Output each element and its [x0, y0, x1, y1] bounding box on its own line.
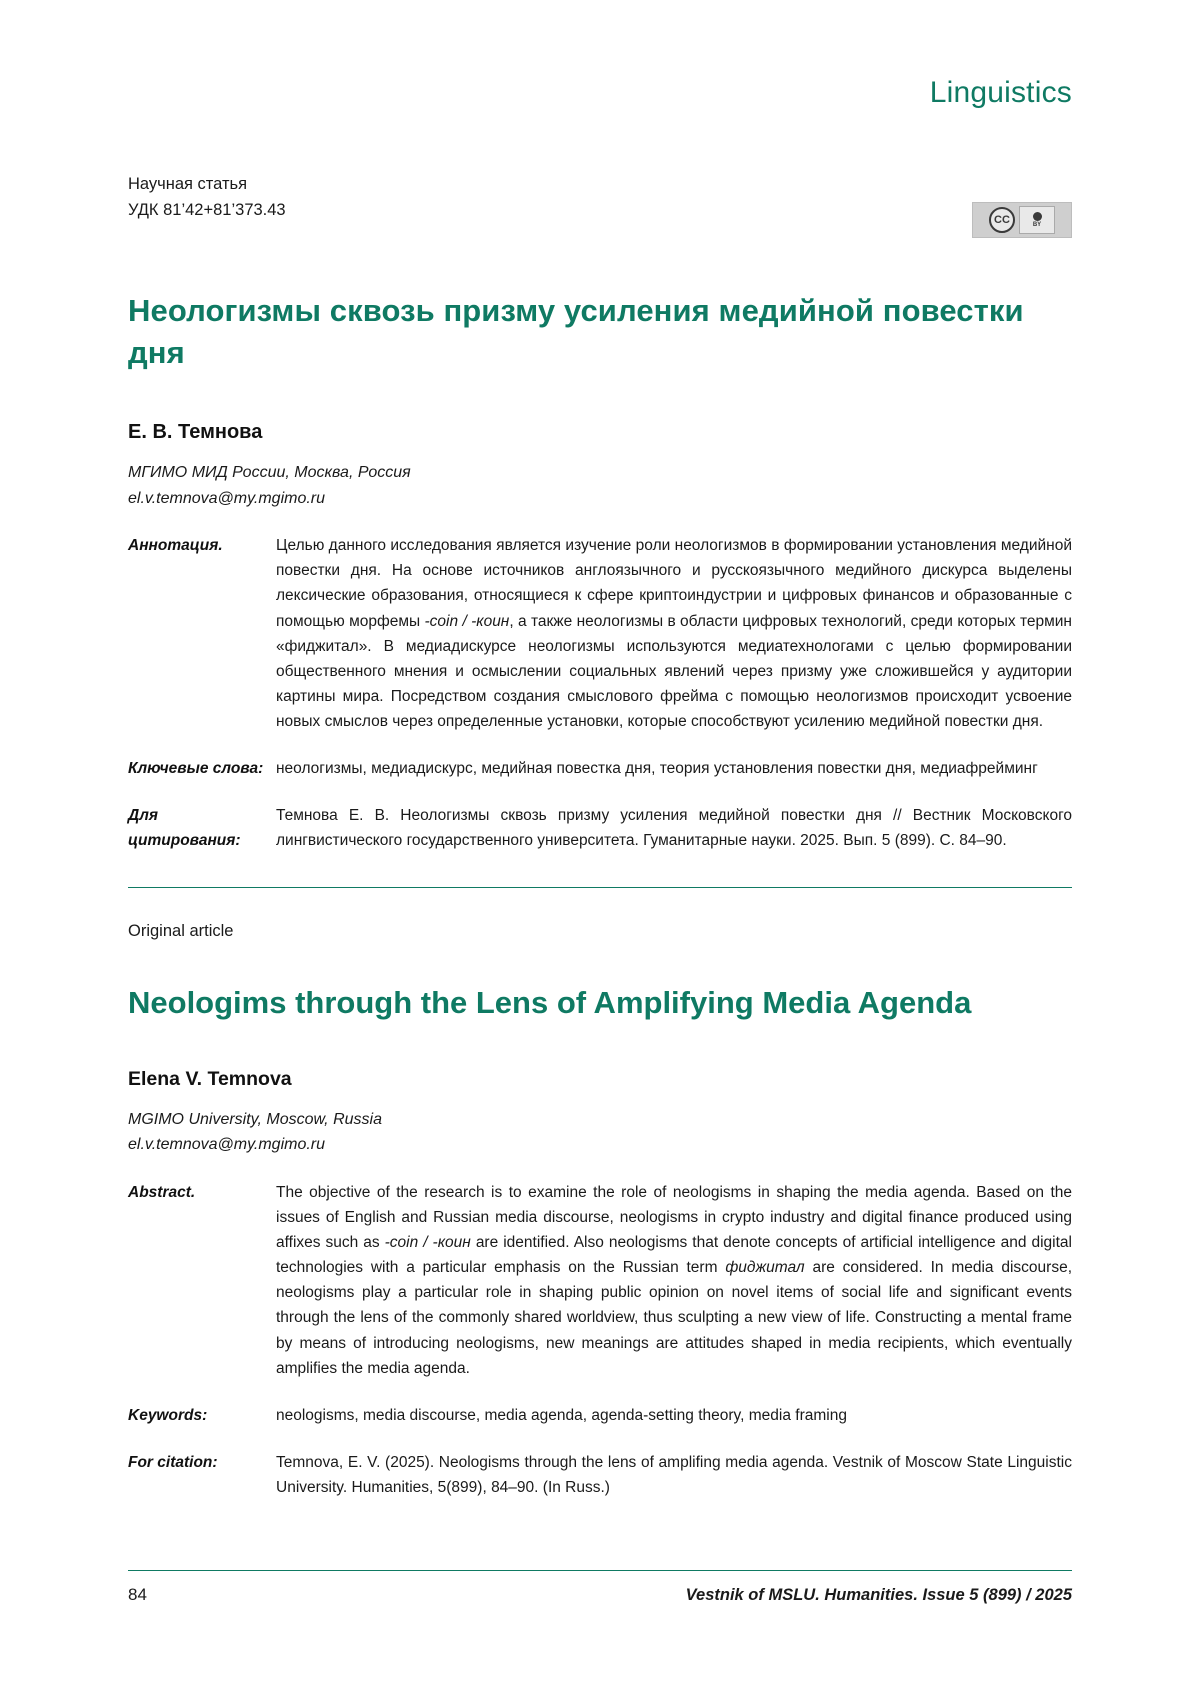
citation-label-ru: Для цитирования:	[128, 807, 241, 850]
creative-commons-by-icon	[972, 202, 1072, 238]
citation-text-en: Temnova, E. V. (2025). Neologisms through the lens of amplifing media agenda. Vestnik of Moscow State Linguistic University. Humanities, 5(899), 84–90. (In Russ.)	[276, 1453, 1072, 1497]
cc-by-label: BY	[1032, 222, 1042, 228]
abstract-row-ru	[128, 533, 1072, 734]
keywords-label-ru: Ключевые слова:	[128, 760, 264, 778]
abstract-en-part1: The objective of the research is to examine the role of neologisms in shaping the media agenda. Based on the issues of English and Russian media discourse, neologisms in crypto industry and digital finance produced using affixes such as	[276, 1183, 1072, 1252]
udc-code: УДК 81’42+81’373.43	[128, 200, 286, 219]
abstract-text-ru	[276, 533, 1072, 734]
abstract-en-part3: are considered. In media discourse, neologisms play a particular role in shaping public opinion on novel items of social life and significant events through the lens of the commonly shared worldview, thus sculpting a new view of life. Constructing a mental frame by means of introducing neologisms, new meanings are attitudes shaped in media recipients, which eventually amplifies the media agenda.	[276, 1259, 1072, 1377]
author-name-ru: Е. В. Темнова	[128, 421, 263, 444]
keywords-row-ru	[128, 756, 1072, 781]
abstract-en-part2: are identified. Also neologisms that denote concepts of artificial intelligence and digital technologies with a particular emphasis on the Russian term	[276, 1234, 1072, 1277]
page-title-en: Neologims through the Lens of Amplifying Media Agenda	[128, 985, 972, 1021]
affiliation-block-ru	[128, 460, 1072, 511]
abstract-row-en	[128, 1180, 1072, 1381]
keywords-row-en	[128, 1403, 1072, 1428]
abstract-en-italic1: -coin / -коин	[384, 1234, 471, 1252]
affiliation-block-en	[128, 1107, 1072, 1158]
abstract-en-italic2: фиджитал	[725, 1259, 805, 1277]
citation-label-en: For citation:	[128, 1453, 218, 1471]
article-meta-block	[128, 172, 1072, 228]
citation-row-en	[128, 1450, 1072, 1500]
affiliation-en: MGIMO University, Moscow, Russia	[128, 1110, 382, 1128]
cc-person-icon	[1033, 212, 1042, 221]
cc-circle-icon: CC	[989, 207, 1015, 233]
author-name-en: Elena V. Temnova	[128, 1067, 292, 1090]
citation-text-ru: Темнова Е. В. Неологизмы сквозь призму усиления медийной повестки дня // Вестник Московского лингвистического государственного университета. Гуманитарные науки. 2025. Вып. 5 (899). С. 84–90.	[276, 807, 1072, 850]
author-email-en: el.v.temnova@my.mgimo.ru	[128, 1136, 326, 1154]
abstract-label-ru: Аннотация.	[128, 537, 223, 555]
page-title-ru: Неологизмы сквозь призму усиления медийной повестки дня	[128, 293, 1024, 370]
keywords-label-en: Keywords:	[128, 1406, 208, 1424]
abstract-ru-part1: Целью данного исследования является изучение роли неологизмов в формировании установления медийной повестки дня. На основе источников англоязычного и русскоязычного медийного дискурса выделены лексические образования, относящиеся к сфере криптоиндустрии и цифровых финансов и образованные с помощью морфемы	[276, 537, 1072, 630]
cc-by-box-icon	[1019, 206, 1055, 234]
running-head: Linguistics	[929, 76, 1072, 109]
keywords-text-ru: неологизмы, медиадискурс, медийная повестка дня, теория установления повестки дня, медиафрейминг	[276, 760, 1038, 778]
page-footer	[128, 1570, 1072, 1605]
original-article-label: Original article	[128, 922, 234, 941]
abstract-label-en: Abstract.	[128, 1183, 196, 1201]
abstract-text-en	[276, 1180, 1072, 1381]
abstract-ru-italic1: -coin / -коин	[424, 612, 510, 630]
affiliation-ru: МГИМО МИД России, Москва, Россия	[128, 464, 411, 482]
author-email-ru: el.v.temnova@my.mgimo.ru	[128, 489, 326, 507]
keywords-text-en: neologisms, media discourse, media agenda, agenda-setting theory, media framing	[276, 1406, 847, 1424]
citation-row-ru	[128, 803, 1072, 853]
journal-reference: Vestnik of MSLU. Humanities. Issue 5 (899) / 2025	[685, 1586, 1072, 1604]
abstract-ru-part2: , а также неологизмы в области цифровых технологий, среди которых термин «фиджитал». В медиадискурсе неологизмы используются медиатехнологами с целью формировании общественного мнения и осмыслении социальных явлений через призму уже сложившейся у аудитории картины мира. Посредством создания смыслового фрейма с помощью неологизмов происходит усвоение новых смыслов через определенные установки, которые способствуют усилению медийной повестки дня.	[276, 612, 1072, 731]
section-divider	[128, 887, 1072, 888]
page-number: 84	[128, 1585, 147, 1604]
article-type-label: Научная статья	[128, 175, 248, 193]
